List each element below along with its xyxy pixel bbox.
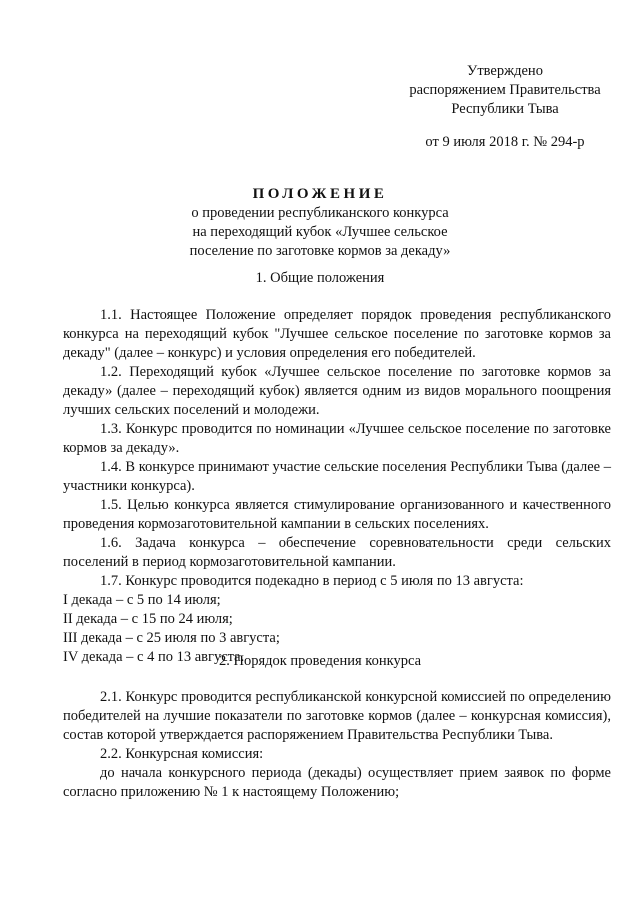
paragraph-2-2-item: до начала конкурсного периода (декады) осуществляет прием заявок по форме согласно приложению № 1 к настоящему Положению; (63, 765, 611, 800)
approval-date: от 9 июля 2018 г. № 294-р (425, 134, 585, 150)
document-title: ПОЛОЖЕНИЕ (252, 186, 388, 202)
paragraph-1-6: 1.6. Задача конкурса – обеспечение соревновательности среди сельских поселений в период кормозаготовительной кампании. (63, 535, 611, 570)
approval-line-approved: Утверждено (467, 63, 543, 79)
paragraph-1-7: 1.7. Конкурс проводится подекадно в период с 5 июля по 13 августа: (100, 573, 524, 589)
decade-item-3: III декада – с 25 июля по 3 августа; (63, 630, 280, 646)
document-title-block (0, 185, 640, 261)
paragraph-1-3: 1.3. Конкурс проводится по номинации «Лучшее сельское поселение по заготовке кормов за декаду». (63, 421, 611, 456)
approval-line-republic: Республики Тыва (451, 101, 559, 117)
decade-item-4: IV декада – с 4 по 13 августа. (63, 649, 245, 665)
section-1-heading: 1. Общие положения (255, 270, 385, 286)
document-subtitle-line-1: о проведении республиканского конкурса (191, 205, 449, 221)
paragraph-1-4: 1.4. В конкурсе принимают участие сельские поселения Республики Тыва (далее – участники конкурса). (63, 459, 611, 494)
section-1-body (63, 306, 611, 667)
document-subtitle-line-2: на переходящий кубок «Лучшее сельское (192, 224, 448, 240)
decade-item-1: I декада – с 5 по 14 июля; (63, 592, 221, 608)
document-subtitle-line-3: поселение по заготовке кормов за декаду» (189, 243, 451, 259)
decade-item-2: II декада – с 15 по 24 июля; (63, 611, 233, 627)
approval-line-order: распоряжением Правительства (409, 82, 601, 98)
paragraph-1-2: 1.2. Переходящий кубок «Лучшее сельское поселение по заготовке кормов за декаду» (далее – переходящий кубок) является одним из видов морального поощрения лучших сельских поселений и молодежи. (63, 364, 611, 418)
approval-stamp (400, 62, 610, 152)
paragraph-1-5: 1.5. Целью конкурса является стимулирование организованного и качественного проведения кормозаготовительной кампании в сельских поселениях. (63, 497, 611, 532)
section-2-heading: 2. Порядок проведения конкурса (218, 653, 422, 669)
paragraph-2-1: 2.1. Конкурс проводится республиканской конкурсной комиссией по определению победителей на лучшие показатели по заготовке кормов (далее – конкурсная комиссия), состав которой утверждается распоряжением Правительства Республики Тыва. (63, 689, 611, 743)
paragraph-1-1: 1.1. Настоящее Положение определяет порядок проведения республиканского конкурса на переходящий кубок "Лучшее сельское поселение по заготовке кормов за декаду" (далее – конкурс) и условия определения его победителей. (63, 307, 611, 361)
section-2-body (63, 688, 611, 802)
paragraph-2-2: 2.2. Конкурсная комиссия: (100, 746, 264, 762)
